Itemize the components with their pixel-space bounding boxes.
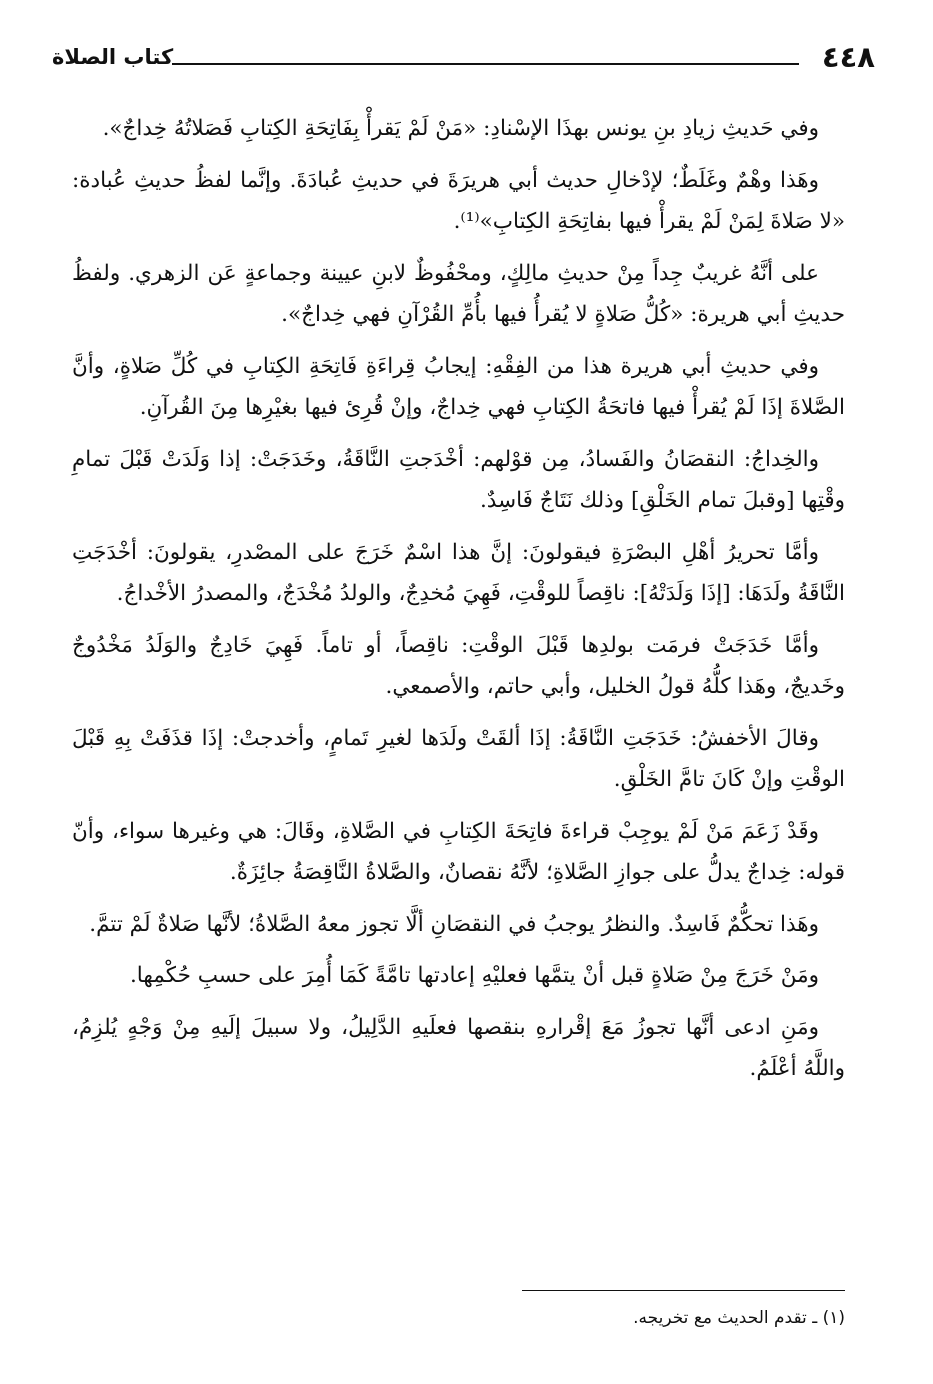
paragraph: وقَدْ زَعَمَ مَنْ لَمْ يوجِبْ قراءةَ فاتِحَةَ الكِتابِ في الصَّلاةِ، وقَالَ: هي وغيرها سواء، وأنّ قوله: خِداجٌ يدلُّ على جوازِ الصَّلاةِ؛ لأنَّهُ نقصانٌ، والصَّلاةُ النَّاقِصَةُ جائِزَةٌ. xyxy=(72,818,845,885)
header-divider xyxy=(172,63,799,65)
running-title: كتاب الصلاة xyxy=(52,45,174,69)
footnote: (١) ـ تقدم الحديث مع تخريجه. xyxy=(633,1308,845,1328)
main-text xyxy=(72,108,845,1100)
paragraph: ومَنْ خَرَجَ مِنْ صَلاةٍ قبل أنْ يتمَّها فعليْهِ إعادتها تامَّةً كَمَا أُمِرَ على حسبِ حُكْمِها. xyxy=(129,963,819,988)
paragraph: وفي حَديثِ زيادِ بنِ يونس بهذَا الإسْنادِ: «مَنْ لَمْ يَقرأْ بِفَاتِحَةِ الكِتابِ فَصَلاتُهُ خِداجٌ». xyxy=(102,116,819,141)
paragraph: وهَذا وهْمٌ وغَلَطٌ؛ لإدْخالِ حديث أبي هريرَةَ في حديثِ عُبادَةَ. وإنَّما لفظُ حديثِ عُبادة: «لا صَلاةَ لِمَنْ لَمْ يقرأْ فيها بفاتِحَةِ الكِتابِ»⁽¹⁾. xyxy=(72,167,845,234)
paragraph: والخِداجُ: النقصَانُ والفَسادُ، مِن قوْلهم: أخْدَجتِ النَّاقَةُ، وخَدَجَتْ: إذا وَلَدَتْ قَبْلَ تمامِ وقْتِها [وقبلَ تمام الخَلْقِ] وذلك نَتَاجٌ فَاسِدٌ. xyxy=(72,446,845,513)
page-header xyxy=(52,40,875,80)
paragraph: وقالَ الأخفشُ: خَدَجَتِ النَّاقَةُ: إذَا ألقَتْ ولَدَها لغيرِ تَمامٍ، وأخدجتْ: إذَا قذَفَتْ بِهِ قَبْلَ الوقْتِ وإنْ كَانَ تامَّ الخَلْقِ. xyxy=(72,725,845,792)
paragraph: وفي حديثِ أبي هريرة هذا من الفِقْهِ: إيجابُ قِراءَةِ فَاتِحَةِ الكِتابِ في كُلِّ صَلاةٍ، وأنَّ الصَّلاةَ إذَا لَمْ يُقرأْ فيها فاتحَةُ الكِتابِ فهي خِداجٌ، وإنْ قُرِئ فيها بغيْرِها مِنَ القُرآنِ. xyxy=(72,353,845,420)
page-number: ٤٤٨ xyxy=(821,40,875,74)
paragraph: وأمَّا خَدَجَتْ فرمَت بولدِها قَبْلَ الوقْتِ: ناقِصاً، أو تاماً. فَهِيَ خَادِجٌ والوَلَدُ مَخْدُوجٌ وخَديجٌ، وهَذا كلُّهُ قولُ الخليل، وأبي حاتم، والأصمعي. xyxy=(72,632,845,699)
paragraph: وهَذا تحكُّمٌ فَاسِدٌ. والنظرُ يوجبُ في النقصَانِ ألَّا تجوز معهُ الصَّلاةُ؛ لأنَّها صَلاةٌ لَمْ تتمَّ. xyxy=(89,911,819,937)
paragraph: على أنَّهُ غريبٌ جِداً مِنْ حديثِ مالِكٍ، ومحْفُوظٌ لابنِ عيينة وجماعةٍ عَن الزهري. ولفظُ حديثِ أبي هريرة: «كُلُّ صَلاةٍ لا يُقرأُ فيها بأُمِّ القُرْآنِ فهي خِداجٌ». xyxy=(72,260,845,327)
paragraph: ومَنِ ادعى أنَّها تجوزُ مَعَ إقْرارهِ بنقصها فعلَيهِ الدَّلِيلُ، ولا سبيلَ إلَيهِ مِنْ وَجْهٍ يُلزِمُ، واللَّهُ أعْلَمُ. xyxy=(72,1014,845,1081)
footnote-divider xyxy=(522,1290,845,1291)
paragraph: وأمَّا تحريرُ أهْلِ البصْرَةِ فيقولونَ: إنَّ هذا اسْمٌ خَرَجَ على المصْدرِ، يقولونَ: أخْدَجَتِ النَّاقَةُ ولَدَهَا: [إذَا وَلَدَتْهُ]: ناقِصاً للوقْتِ، فَهِيَ مُخدِجٌ، والولدُ مُخْدَجٌ، والمصدرُ الأخْداجُ. xyxy=(72,539,845,606)
